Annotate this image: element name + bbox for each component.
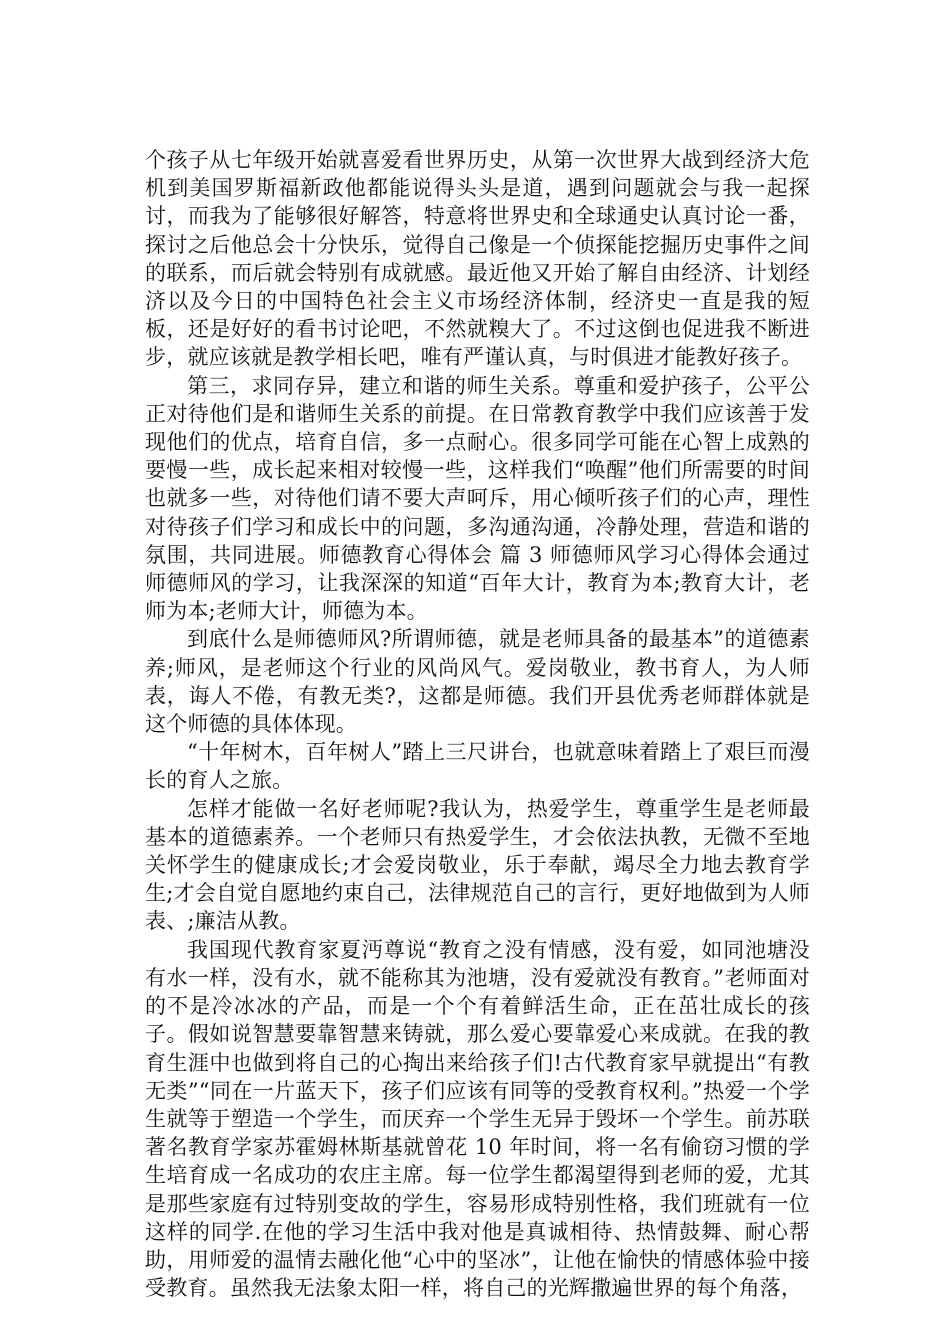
paragraph: 个孩子从七年级开始就喜爱看世界历史，从第一次世界大战到经济大危机到美国罗斯福新政他都能说得头头是道，遇到问题就会与我一起探讨，而我为了能够很好解答，特意将世界史和全球通史认真讨论一番，探讨之后他总会十分快乐，觉得自己像是一个侦探能挖掘历史事件之间的联系，而后就会特别有成就感。最近他又开始了解自由经济、计划经济以及今日的中国特色社会主义市场经济体制，经济史一直是我的短板，还是好好的看书讨论吧，不然就糗大了。不过这倒也促进我不断进步，就应该就是教学相长吧，唯有严谨认真，与时俱进才能教好孩子。 xyxy=(145,148,810,370)
document-page xyxy=(145,146,810,1302)
paragraph: 我国现代教育家夏沔尊说“教育之没有情感，没有爱，如同池塘没有水一样，没有水，就不能称其为池塘，没有爱就没有教育。”老师面对的不是冷冰冰的产品，而是一个个有着鲜活生命，正在茁壮成长的孩子。假如说智慧要靠智慧来铸就，那么爱心要靠爱心来成就。在我的教育生涯中也做到将自己的心掏出来给孩子们!古代教育家早就提出“有教无类”“同在一片蓝天下，孩子们应该有同等的受教育权利。”热爱一个学生就等于塑造一个学生，而厌弃一个学生无异于毁坏一个学生。前苏联著名教育学家苏霍姆林斯基就曾花 10 年时间，将一名有偷窃习惯的学生培育成一名成功的农庄主席。每一位学生都渴望得到老师的爱，尤其是那些家庭有过特别变故的学生，容易形成特别性格，我们班就有一位这样的同学.在他的学习生活中我对他是真诚相待、热情鼓舞、耐心帮助，用师爱的温情去融化他“心中的坚冰”，让他在愉快的情感体验中接受教育。虽然我无法象太阳一样，将自己的光辉撒遍世界的每个角落， xyxy=(145,937,810,1301)
paragraph: 第三，求同存异，建立和谐的师生关系。尊重和爱护孩子，公平公正对待他们是和谐师生关系的前提。在日常教育教学中我们应该善于发现他们的优点，培育自信，多一点耐心。很多同学可能在心智上成熟的要慢一些，成长起来相对较慢一些，这样我们“唤醒”他们所需要的时间也就多一些，对待他们请不要大声呵斥，用心倾听孩子们的心声，理性对待孩子们学习和成长中的问题，多沟通沟通，冷静处理，营造和谐的氛围，共同进展。师德教育心得体会 篇 3 师德师风学习心得体会通过师德师风的学习，让我深深的知道“百年大计，教育为本;教育大计，老师为本;老师大计，师德为本。 xyxy=(145,373,810,624)
paragraph: 到底什么是师德师风?所谓师德，就是老师具备的最基本”的道德素养;师风，是老师这个行业的风尚风气。爱岗敬业，教书育人，为人师表，诲人不倦，有教无类?，这都是师德。我们开县优秀老师群体就是这个师德的具体体现。 xyxy=(145,627,810,737)
paragraph: “十年树木，百年树人”踏上三尺讲台，也就意味着踏上了艰巨而漫长的育人之旅。 xyxy=(145,740,810,793)
paragraph: 怎样才能做一名好老师呢?我认为，热爱学生，尊重学生是老师最基本的道德素养。一个老师只有热爱学生，才会依法执教，无微不至地关怀学生的健康成长;才会爱岗敬业，乐于奉献，竭尽全力地去教育学生;才会自觉自愿地约束自己，法律规范自己的言行，更好地做到为人师表、;廉洁从教。 xyxy=(145,796,810,934)
